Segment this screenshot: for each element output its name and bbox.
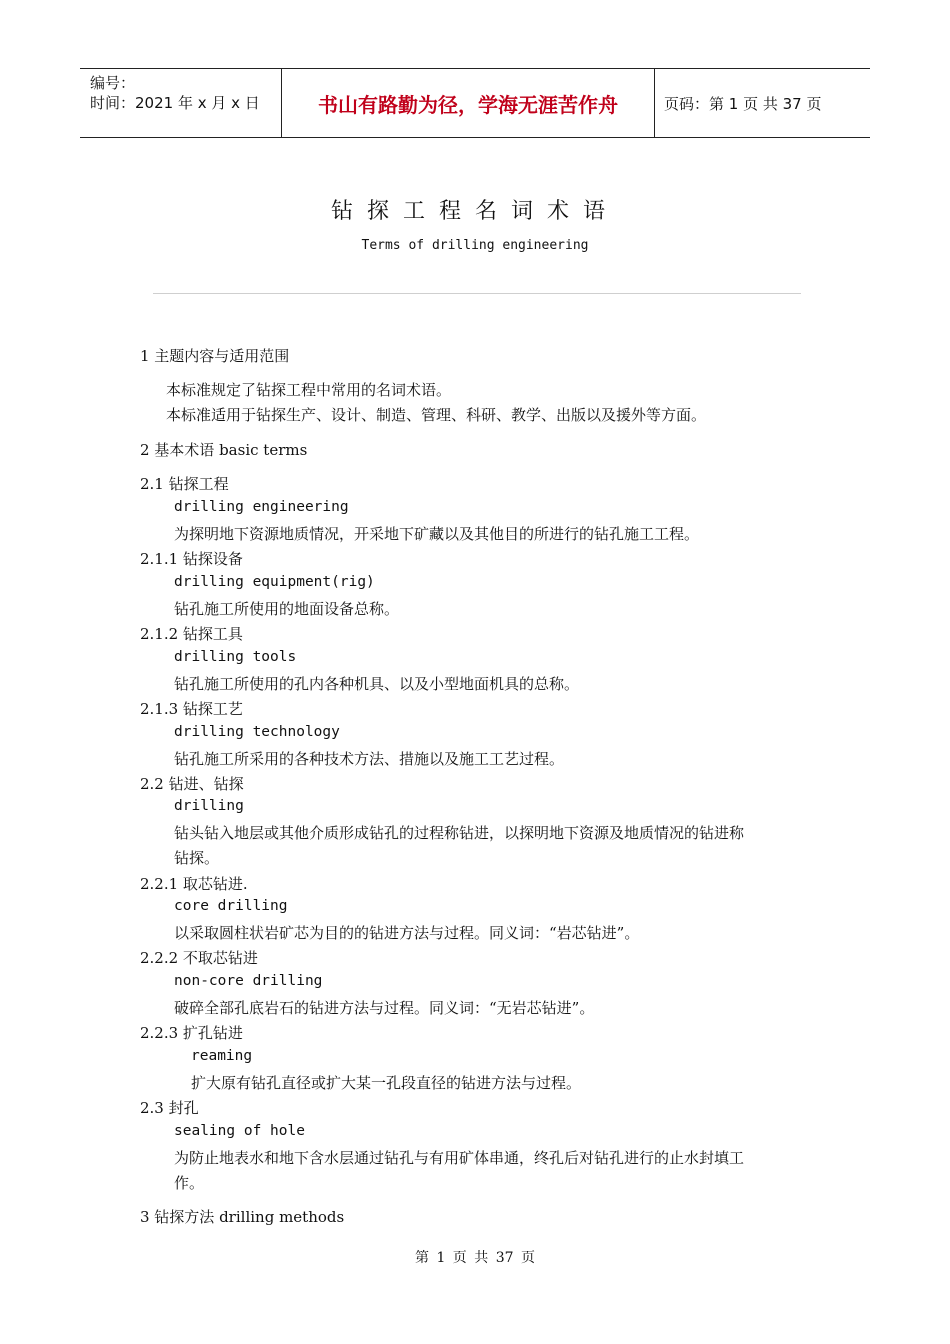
term-english: sealing of hole (174, 1123, 305, 1139)
motto-text: 书山有路勤为径，学海无涯苦作舟 (318, 92, 618, 117)
page-info: 页码：第 1 页 共 37 页 (664, 94, 822, 113)
term-english: drilling tools (174, 649, 297, 665)
document-title: 钻探工程名词术语 (330, 199, 619, 224)
header-page-cell (654, 69, 870, 137)
term-definition: 钻孔施工所使用的孔内各种机具、以及小型地面机具的总称。 (174, 675, 580, 693)
term-heading: 2.1.3 钻探工艺 (140, 700, 243, 718)
section-heading: 2 基本术语 basic terms (140, 441, 308, 459)
term-definition: 钻孔施工所使用的地面设备总称。 (174, 600, 400, 618)
term-heading: 2.2 钻进、钻探 (140, 775, 244, 793)
term-definition: 为防止地表水和地下含水层通过钻孔与有用矿体串通，终孔后对钻孔进行的止水封填工 (174, 1149, 745, 1167)
time-label: 时间：2021 年 x 月 x 日 (90, 94, 260, 112)
term-heading: 2.3 封孔 (140, 1099, 199, 1117)
term-heading: 2.2.2 不取芯钻进 (140, 949, 258, 967)
section-heading: 3 钻探方法 drilling methods (140, 1208, 345, 1226)
body-text: 本标准规定了钻探工程中常用的名词术语。 (166, 381, 452, 399)
term-english: drilling technology (174, 724, 340, 740)
title-divider (153, 293, 801, 294)
section-heading: 1 主题内容与适用范围 (140, 347, 290, 365)
header-table (80, 68, 870, 138)
term-english: drilling engineering (174, 499, 349, 515)
term-english: core drilling (174, 898, 288, 914)
term-definition: 钻探。 (174, 849, 220, 867)
page-footer: 第 1 页 共 37 页 (415, 1250, 535, 1266)
term-definition: 扩大原有钻孔直径或扩大某一孔段直径的钻进方法与过程。 (191, 1074, 582, 1092)
term-definition: 以采取圆柱状岩矿芯为目的的钻进方法与过程。同义词：“岩芯钻进”。 (174, 924, 640, 942)
term-heading: 2.2.1 取芯钻进. (140, 875, 248, 893)
term-definition: 破碎全部孔底岩石的钻进方法与过程。同义词：“无岩芯钻进”。 (174, 999, 595, 1017)
number-label: 编号： (90, 74, 136, 92)
term-english: drilling equipment(rig) (174, 574, 375, 590)
term-definition: 钻头钻入地层或其他介质形成钻孔的过程称钻进，以探明地下资源及地质情况的钻进称 (174, 824, 745, 842)
term-definition: 钻孔施工所采用的各种技术方法、措施以及施工工艺过程。 (174, 750, 565, 768)
term-definition: 作。 (174, 1174, 205, 1192)
document-subtitle: Terms of drilling engineering (361, 238, 589, 253)
body-text: 本标准适用于钻探生产、设计、制造、管理、科研、教学、出版以及援外等方面。 (166, 406, 707, 424)
term-heading: 2.2.3 扩孔钻进 (140, 1024, 243, 1042)
term-english: reaming (191, 1048, 253, 1064)
term-english: non-core drilling (174, 973, 323, 989)
header-motto-cell (281, 69, 655, 137)
term-english: drilling (174, 798, 244, 814)
term-heading: 2.1 钻探工程 (140, 475, 229, 493)
term-heading: 2.1.1 钻探设备 (140, 550, 243, 568)
header-left-cell (80, 69, 280, 137)
term-definition: 为探明地下资源地质情况，开采地下矿藏以及其他目的所进行的钻孔施工工程。 (174, 525, 700, 543)
term-heading: 2.1.2 钻探工具 (140, 625, 243, 643)
